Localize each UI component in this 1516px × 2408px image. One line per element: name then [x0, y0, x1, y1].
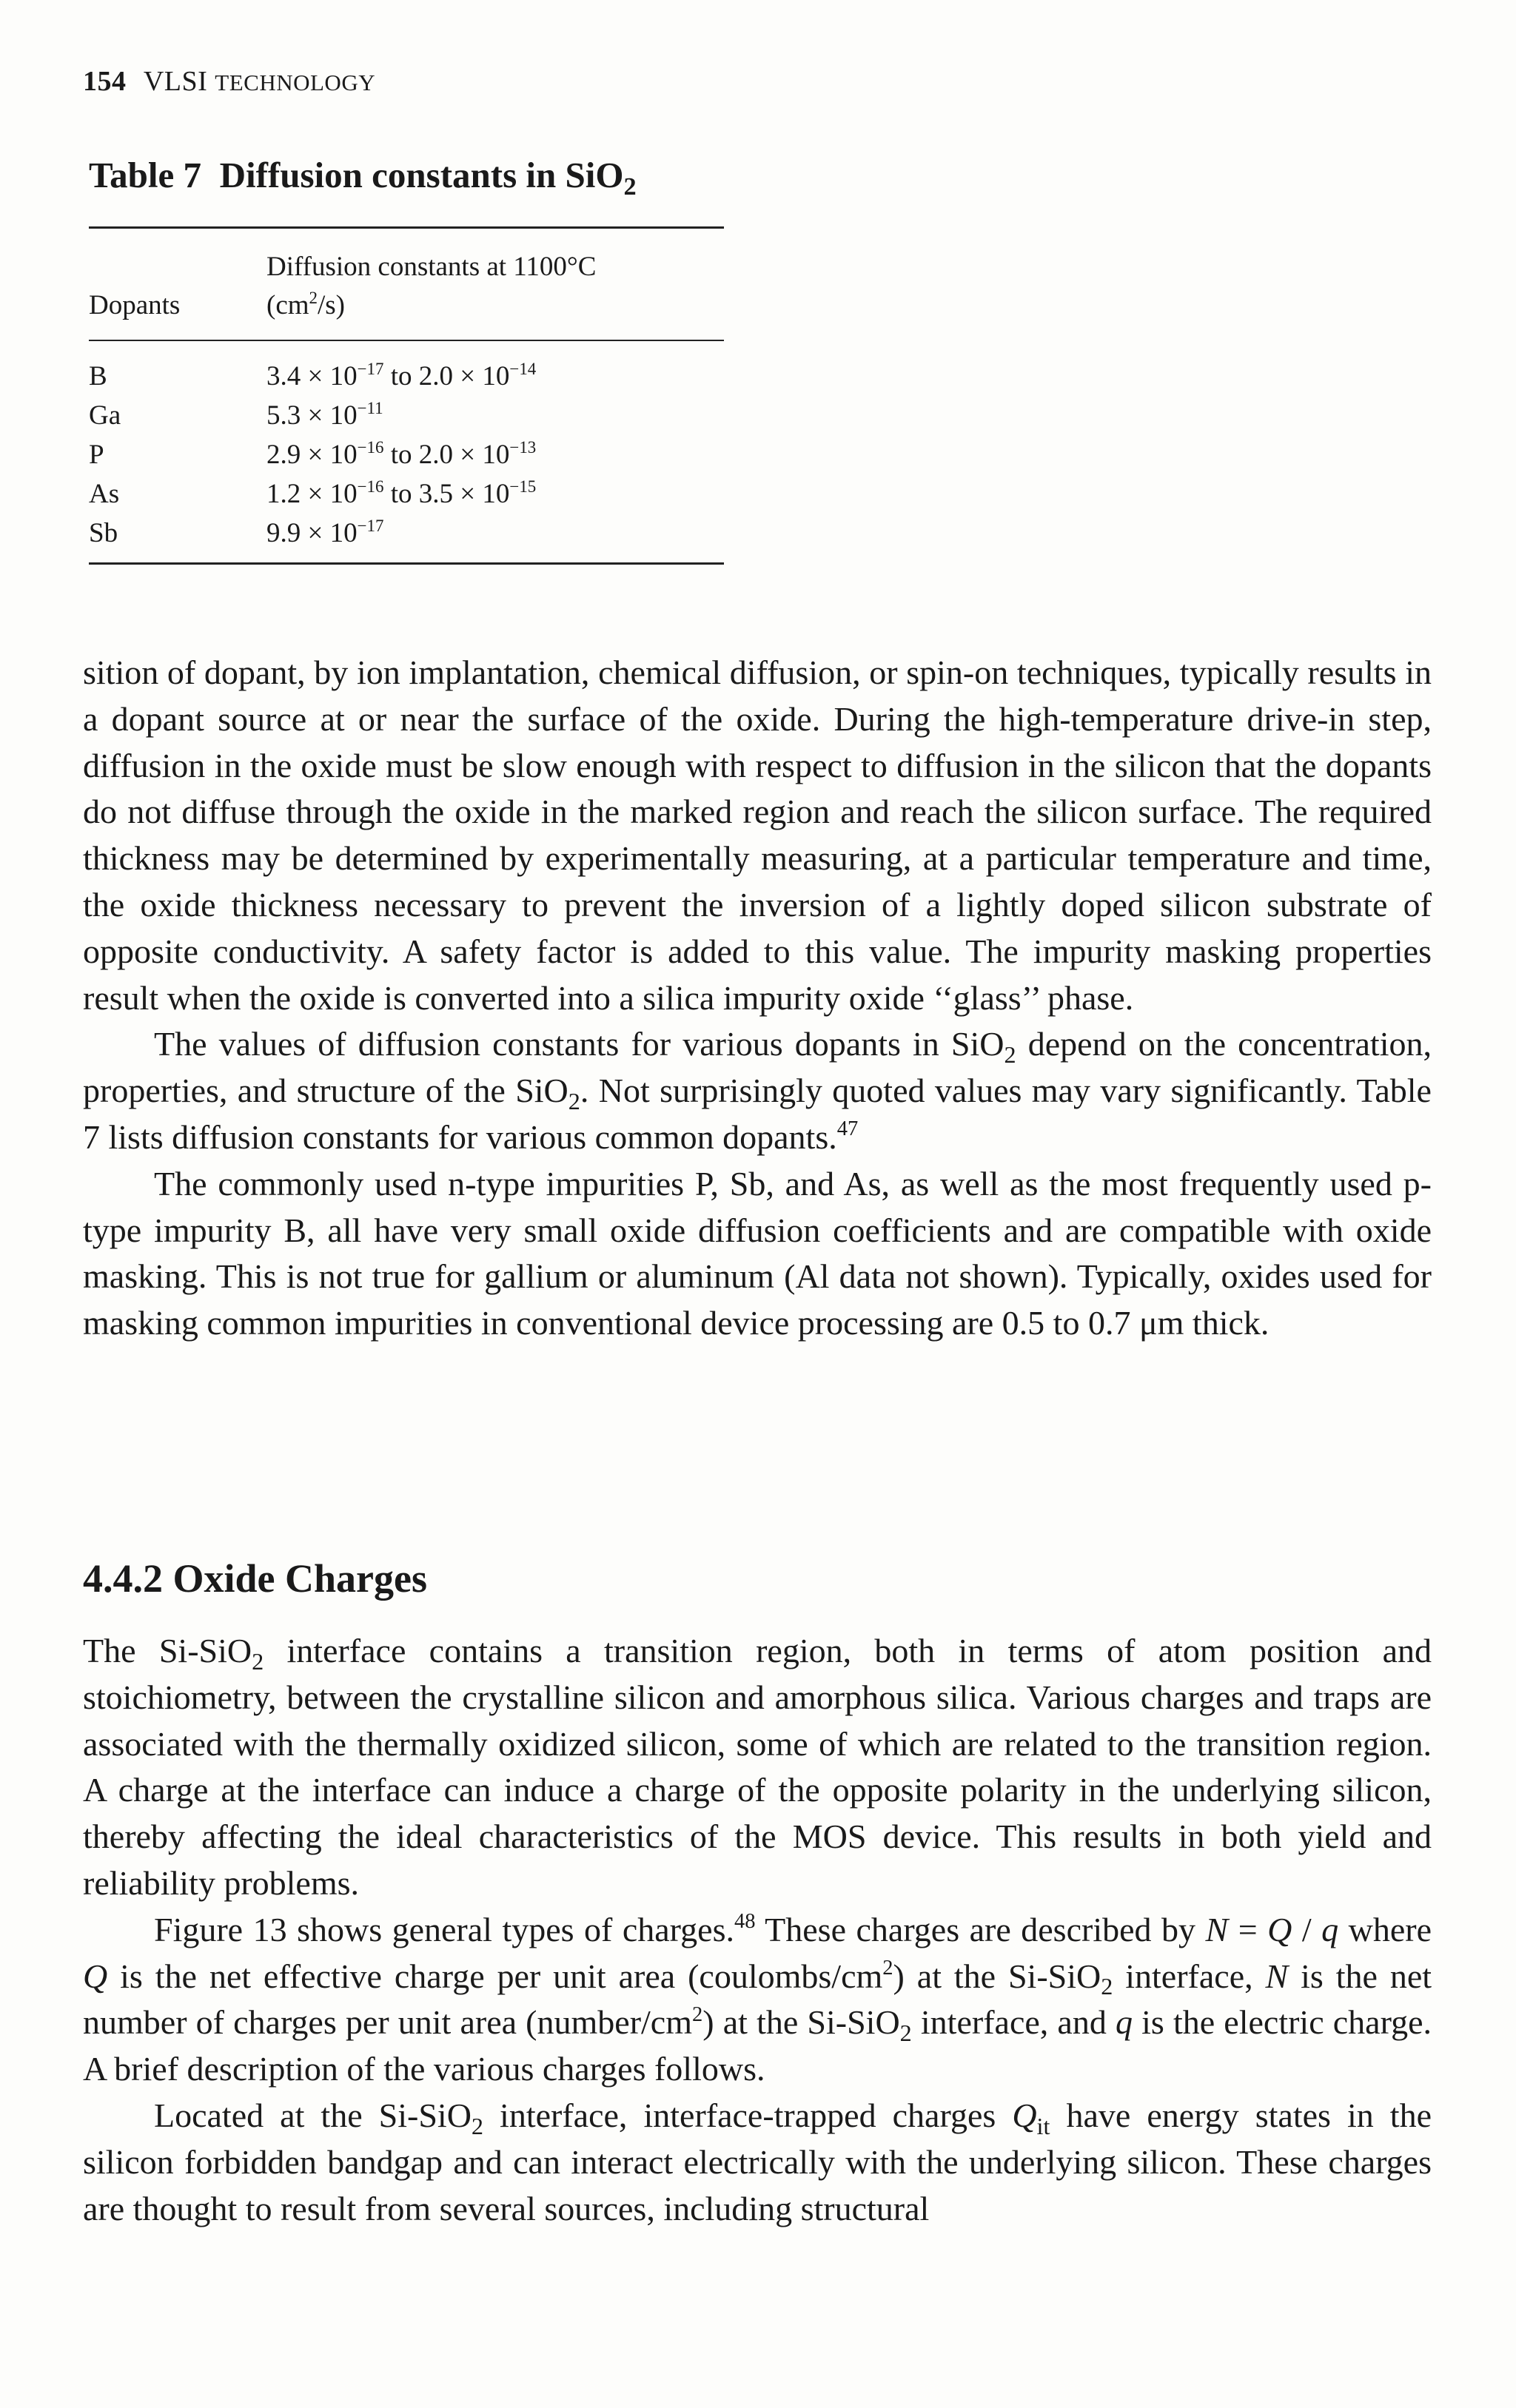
paragraph: The commonly used n-type impurities P, Sb, and As, as well as the most frequently used p-type impurity B, all have very small oxide diffusion coefficients and are compatible with oxide masking. This is not true for gallium or aluminum (Al data not shown). Typically, oxides used for masking common impurities in conventional device processing are 0.5 to 0.7 μm thick.: [83, 1164, 1432, 1342]
paragraph: sition of dopant, by ion implantation, chemical diffusion, or spin-on techniques, typically results in a dopant source at or near the surface of the oxide. During the high-temperature drive-in step, diffusion in the oxide must be slow enough with respect to diffusion in the silicon that the dopants do not diffuse through the oxide in the marked region and reach the silicon surface. The required thickness may be determined by experimentally measuring, at a particular temperature and time, the oxide thickness necessary to prevent the inversion of a lightly doped silicon substrate of opposite conductivity. A safety factor is added to this value. The impurity masking properties result when the oxide is converted into a silica impurity oxide ‘‘glass’’ phase.: [83, 653, 1432, 1017]
paragraph: Figure 13 shows general types of charges.$^{48}$ These charges are described by N = Q / q where Q is the net effective charge per unit area $(coulombs/cm^2)$ at the Si-SiO$_2$ interface, N is the net number of charges per unit area $(number/cm^2)$ at the Si-SiO$_2$ interface, and q is the electric charge. A brief description of the various charges follows.: [83, 1910, 1432, 2088]
dopant-cell: B: [89, 361, 107, 391]
col-header-diffusion: Diffusion constants at 1100°C: [266, 252, 597, 282]
value-cell: $3.4 \times 10^{-17}$ to $2.0 \times 10^{-14}$: [266, 359, 537, 391]
col-header-dopants: Dopants: [89, 290, 181, 320]
table-bottom-rule: [89, 562, 724, 565]
dopant-cell: P: [89, 440, 104, 470]
body-text-lower: [83, 1628, 1432, 2232]
dopant-cell: Ga: [89, 400, 121, 431]
value-cell: $1.2 \times 10^{-16}$ to $3.5 \times 10^{-15}$: [266, 477, 537, 509]
table-label: Table 7: [89, 155, 202, 195]
dopant-cell: As: [89, 479, 120, 509]
value-cell: $2.9 \times 10^{-16}$ to $2.0 \times 10^{-13}$: [266, 437, 537, 470]
section-heading: 4.4.2 Oxide Charges: [83, 1556, 427, 1601]
col-header-units: $(cm^2/s)$: [266, 288, 345, 320]
table-row: [89, 354, 724, 394]
running-head: [83, 65, 375, 98]
page-number: 154: [83, 66, 127, 97]
table-row: [89, 394, 724, 433]
table-row: [89, 472, 724, 511]
book-title-a: VLSI: [143, 66, 208, 97]
table-body: [89, 341, 724, 562]
table-row: [89, 511, 724, 551]
paragraph: Located at the Si-SiO$_2$ interface, interface-trapped charges $Q_{it}$ have energy states in the silicon forbidden bandgap and can interact electrically with the underlying silicon. These charges are thought to result from several sources, including structural: [83, 2096, 1432, 2227]
footnote-ref: 48: [734, 1910, 756, 1934]
paragraph: The values of diffusion constants for various dopants in SiO$_2$ depend on the concentration, properties, and structure of the SiO$_2$. Not surprisingly quoted values may vary significantly. Table 7 lists diffusion constants for various common dopants.$^{47}$: [83, 1025, 1432, 1156]
body-text-upper: [83, 650, 1432, 1347]
paragraph: The Si-SiO$_2$ interface contains a transition region, both in terms of atom position and stoichiometry, between the crystalline silicon and amorphous silica. Various charges and traps are associated with the thermally oxidized silicon, some of which are related to the transition region. A charge at the interface can induce a charge of the opposite polarity in the underlying silicon, thereby affecting the ideal characteristics of the MOS device. This results in both yield and reliability problems.: [83, 1632, 1432, 1902]
table-title: Diffusion constants in SiO: [219, 155, 624, 195]
value-cell: $9.9 \times 10^{-17}$: [266, 516, 384, 548]
table-caption: [89, 154, 637, 201]
value-cell: $5.3 \times 10^{-11}$: [266, 398, 383, 431]
diffusion-table: [89, 226, 724, 565]
book-title-b: TECHNOLOGY: [215, 70, 376, 95]
table-header: [89, 229, 724, 340]
footnote-ref: 47: [836, 1117, 859, 1141]
dopant-cell: Sb: [89, 518, 118, 548]
table-row: [89, 433, 724, 472]
table-title-sub: 2: [623, 172, 637, 201]
